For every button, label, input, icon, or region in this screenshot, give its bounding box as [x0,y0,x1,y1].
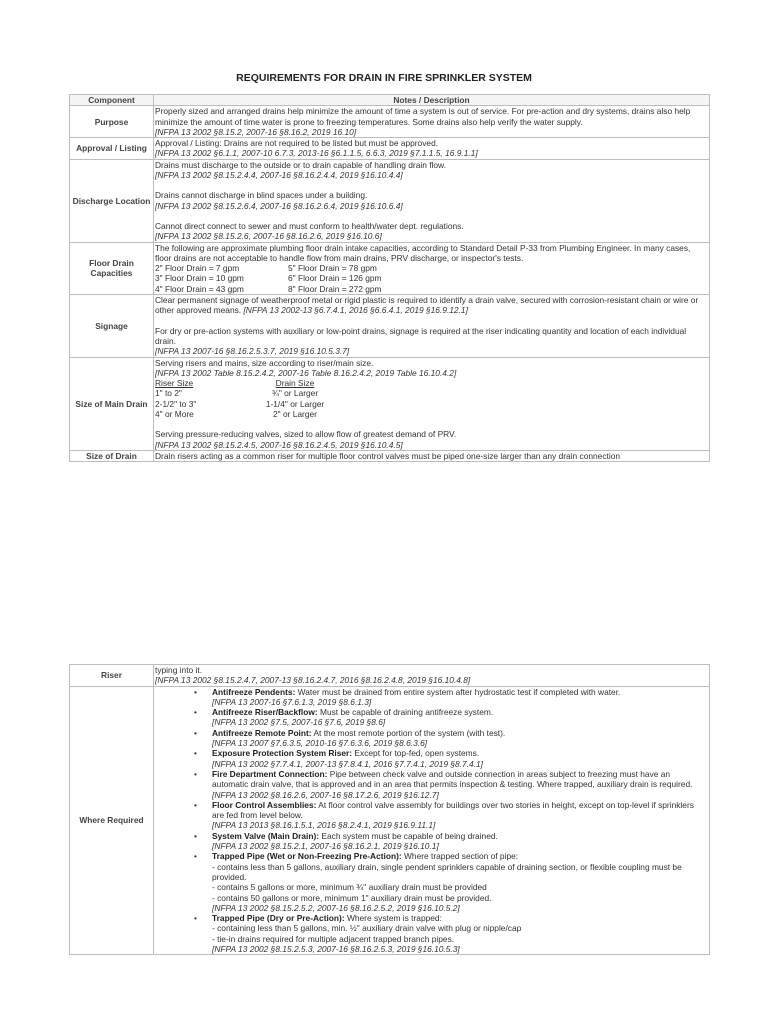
column-header-notes: Notes / Description [154,95,710,106]
item-heading: Floor Control Assemblies: [212,799,317,810]
citation: [NFPA 13 2002 §8.15.2.4.4, 2007-16 §8.16.2.4.4, 2019 §16.10.4.4] [155,170,403,181]
note-text: typing into it. [155,665,203,675]
citation: [NFPA 13 2002 §8.15.2.5.3, 2007-16 §8.16.2.5.3, 2019 §16.10.5.3] [212,944,460,955]
note-text: For dry or pre-action systems with auxiliary or low-point drains, signage is required at the riser indicating quantity and location of each individual drain. [155,325,687,346]
item-text: Each system must be capable of being drained. [321,830,498,841]
item-heading: Exposure Protection System Riser: [212,748,353,759]
page-title: REQUIREMENTS FOR DRAIN IN FIRE SPRINKLER SYSTEM [236,72,532,84]
item-heading: Antifreeze Pendents: [212,686,296,697]
citation: [NFPA 13 2007-16 §7.6.1.3, 2019 §8.6.1.3] [212,696,372,707]
citation: [NFPA 13 2002-13 §6.7.4.1, 2016 §6.6.4.1, 2019 §16.9.12.1] [243,305,468,316]
row-label-main-drain: Size of Main Drain [70,357,154,450]
row-label-approval: Approval / Listing [70,138,154,160]
item-text: Where system is trapped: [346,913,442,924]
row-notes-signage [154,295,710,357]
item-text: Pipe between check valve and outside connection in areas subject to freezing must have an automatic drain valve, that is approved and in an area that permits inspection & testing. Where trapped, auxiliary drain is required. [212,768,693,790]
citation: [NFPA 13 2002 §8.15.2, 2007-16 §8.16.2, 2019 16.10] [155,126,357,137]
note-text: The following are approximate plumbing floor drain intake capacities, according to Standard Detail P-33 from Plumbing Engineer. In many cases, floor drains are not acceptable to handle flow from main drains, PRV discharge, or inspector's tests. [155,242,691,263]
citation: [NFPA 13 2002 §8.16.2.6, 2007-16 §8.17.2.6, 2019 §16.12.7] [212,789,439,800]
row-notes-discharge [154,159,710,242]
row-label-discharge: Discharge Location [70,159,154,242]
list-item [212,687,708,708]
row-notes-approval [154,138,710,160]
table-row [70,450,710,461]
size-row: 2-1/2" to 3" 1-1/4" or Larger [155,398,325,409]
row-notes-riser [154,665,710,687]
note-text: Properly sized and arranged drains help minimize the amount of time a system is out of service. For pre-action and dry systems, drains also help minimize the amount of time water is prone to freezing temperatures. Some drains also help verify the water supply. [155,106,691,127]
table-row [70,242,710,294]
row-label-where-required: Where Required [70,686,154,955]
item-text: - containing less than 5 gallons, min. ½" auxiliary drain valve with plug or nipple/cap [212,923,522,934]
item-heading: Antifreeze Riser/Backflow: [212,707,318,718]
row-notes-main-drain [154,357,710,450]
citation: [NFPA 13 2002 §8.15.2.6, 2007-16 §8.16.2.6, 2019 §16.10.6] [155,231,382,242]
column-header-component: Component [70,95,154,106]
requirements-list [155,687,708,955]
item-heading: Trapped Pipe (Wet or Non-Freezing Pre-Action): [212,851,402,862]
size-row: 4" or More 2" or Larger [155,409,317,420]
row-label-size-of-drain: Size of Drain [70,450,154,461]
size-row: 1" to 2" ¾" or Larger [155,388,319,399]
note-text: Cannot direct connect to sewer and must conform to health/water dept. regulations. [155,220,464,231]
table-row [70,295,710,357]
item-text: At the most remote portion of the system (with test). [313,727,506,738]
citation: [NFPA 13 2002 §8.15.2.1, 2007-16 §8.16.2.1, 2019 §16.10.1] [212,841,439,852]
requirements-table-continued [69,664,710,955]
list-item [212,728,708,749]
item-text: - contains 50 gallons or more, minimum 1" auxiliary drain must be provided. [212,892,492,903]
item-text: Where trapped section of pipe: [404,851,519,862]
note-text: Serving risers and mains, size according to riser/main size. [155,357,374,368]
item-heading: Antifreeze Remote Point: [212,727,312,738]
item-text: - contains 5 gallons or more, minimum ¾" auxiliary drain must be provided [212,882,487,893]
citation: [NFPA 13 2007 §7.6.3.5, 2010-16 §7.6.3.6, 2019 §8.6.3.6] [212,738,428,749]
item-heading: Trapped Pipe (Dry or Pre-Action): [212,913,345,924]
size-table-header: Riser Size Drain Size [155,378,315,389]
list-item [212,800,708,831]
row-label-floor-drain: Floor Drain Capacities [70,242,154,294]
citation: [NFPA 13 2002 Table 8.15.2.4.2, 2007-16 Table 8.16.2.4.2, 2019 Table 16.10.4.2] [155,367,457,378]
citation: [NFPA 13 2007-16 §8.16.2.5.3.7, 2019 §16.10.5.3.7] [155,346,350,357]
list-item [212,769,708,800]
item-text: Water must be drained from entire system after hydrostatic test if completed with water. [297,686,621,697]
row-notes-floor-drain [154,242,710,294]
capacity-row: 4" Floor Drain = 43 gpm 8" Floor Drain = 272 gpm [155,283,382,294]
note-text: Clear permanent signage of weatherproof metal or rigid plastic is required to identify a drain valve, secured with corrosion-resistant chain or wire or other approved means. [NFPA 13 2002-13 §6.7.4.1, 2016 §6.6.4.1, 2019 §16.9.12.1] [155,295,699,316]
item-text: - tie-in drains required for multiple adjacent trapped branch pipes. [212,933,455,944]
citation: [NFPA 13 2002 §8.15.2.4.5, 2007-16 §8.16.2.4.5, 2019 §16.10.4.5] [155,439,403,450]
list-item [212,831,708,852]
row-notes-size-of-drain: Drain risers acting as a common riser for multiple floor control valves must be piped one-size larger than any drain connection [154,450,710,461]
list-item [212,748,708,769]
requirements-table [69,94,710,462]
citation: [NFPA 13 2002 §8.15.2.6.4, 2007-16 §8.16.2.6.4, 2019 §16.10.6.4] [155,200,403,211]
table-row [70,106,710,138]
list-item [212,913,708,954]
table-row [70,686,710,955]
item-text: Except for top-fed, open systems. [354,748,480,759]
item-text: At floor control valve assembly for buildings over two stories in height, except on top-level if sprinklers are fed from level below. [212,799,694,821]
note-text: Serving pressure-reducing valves, sized to allow flow of greatest demand of PRV. [155,429,457,440]
row-notes-where-required [154,686,710,955]
note-text: Approval / Listing: Drains are not required to be listed but must be approved. [155,138,439,149]
table-row [70,357,710,450]
table-header-row [70,95,710,106]
capacity-row: 2" Floor Drain = 7 gpm 5" Floor Drain = 78 gpm [155,263,377,274]
citation: [NFPA 13 2002 §7.7.4.1, 2007-13 §7.8.4.1, 2016 §7.7.4.1, 2019 §8.7.4.1] [212,758,483,769]
list-item [212,707,708,728]
row-notes-purpose [154,106,710,138]
item-text: - contains less than 5 gallons, auxiliary drain, single pendent sprinklers capable of draining section, or flexible coupling must be provided. [212,861,682,882]
item-text: Must be capable of draining antifreeze system. [319,707,494,718]
note-text: Drains cannot discharge in blind spaces under a building. [155,190,368,201]
note-text: Drains must discharge to the outside or to drain capable of handling drain flow. [155,159,446,170]
citation: [NFPA 13 2013 §8.16.1.5.1, 2016 §8.2.4.1, 2019 §16.9.11.1] [212,820,436,831]
item-heading: Fire Department Connection: [212,768,328,779]
citation: [NFPA 13 2002 §8.15.2.4.7, 2007-13 §8.16.2.4.7, 2016 §8.16.2.4.8, 2019 §16.10.4.8] [155,675,471,686]
row-label-purpose: Purpose [70,106,154,138]
table-row [70,665,710,687]
row-label-signage: Signage [70,295,154,357]
table-row [70,159,710,242]
item-heading: System Valve (Main Drain): [212,830,320,841]
table-row [70,138,710,160]
citation: [NFPA 13 2002 §7.5, 2007-16 §7.6, 2019 §8.6] [212,717,386,728]
citation: [NFPA 13 2002 §6.1.1, 2007-10 6.7.3, 2013-16 §6.1.1.5, 6.6.3, 2019 §7.1.1.5, 16.9.1.1] [155,148,478,159]
row-label-riser: Riser [70,665,154,687]
list-item [212,851,708,913]
citation: [NFPA 13 2002 §8.15.2.5.2, 2007-16 §8.16.2.5.2, 2019 §16.10.5.2] [212,902,460,913]
capacity-row: 3" Floor Drain = 10 gpm 6" Floor Drain = 126 gpm [155,273,382,284]
